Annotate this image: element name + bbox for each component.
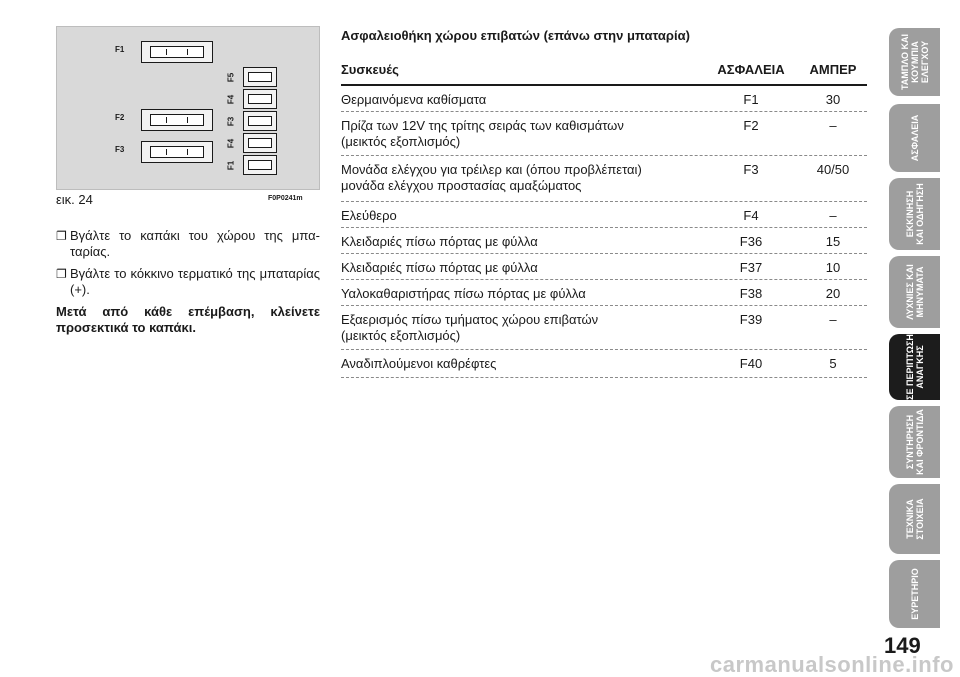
- fuse-f4a-diagram: [243, 89, 277, 109]
- device-cell: [341, 118, 711, 150]
- table-row: [341, 112, 867, 156]
- section-tab-line: ΤΕΧΝΙΚΑ: [904, 499, 915, 539]
- table-row: [341, 306, 867, 350]
- figure-caption: εικ. 24: [56, 192, 93, 207]
- table-title: Ασφαλειοθήκη χώρου επιβατών (επάνω στην μπαταρία): [341, 28, 690, 43]
- fuse-box-figure: [56, 26, 320, 190]
- table-row: [341, 350, 867, 378]
- fuse-table: [341, 58, 867, 378]
- section-tab-line: ΜΗΝΥΜΑΤΑ: [914, 266, 925, 318]
- section-tab-line: ΕΚΚΙΝΗΣΗ: [904, 190, 915, 238]
- watermark: carmanualsonline.info: [710, 652, 954, 677]
- section-tab[interactable]: [889, 28, 940, 96]
- device-cell: [341, 260, 711, 276]
- amp-cell: 15: [825, 234, 841, 249]
- fuse-cell: F36: [739, 234, 763, 249]
- fuse-label-f3: F3: [115, 145, 125, 154]
- section-tab-label: [900, 34, 930, 90]
- amp-cell: 20: [825, 286, 841, 301]
- section-tab[interactable]: [889, 256, 940, 328]
- device-line: Πρίζα των 12V της τρίτης σειράς των καθισμάτων: [341, 118, 624, 133]
- amp-cell: 10: [825, 260, 841, 275]
- fuse-cell: F37: [739, 260, 763, 275]
- table-row: [341, 86, 867, 112]
- amp-cell: 30: [825, 92, 841, 107]
- header-device: Συσκευές: [341, 62, 399, 77]
- device-cell: [341, 356, 711, 372]
- section-tab-label: [905, 498, 925, 539]
- device-line: Εξαερισμός πίσω τμήματος χώρου επιβατών: [341, 312, 599, 327]
- section-tab-line: ΣΕ ΠΕΡΙΠΤΩΣΗ: [904, 334, 915, 400]
- section-tab-line: ΚΟΥΜΠΙΑ: [909, 41, 920, 83]
- fuse-cell: F4: [743, 208, 759, 223]
- fuse-f3v-diagram: [243, 111, 277, 131]
- section-tab-line: ΕΥΡΕΤΗΡΙΟ: [909, 568, 920, 620]
- device-line: Ελεύθερο: [341, 208, 397, 223]
- device-line: Μονάδα ελέγχου για τρέιλερ και (όπου προβλέπεται): [341, 162, 642, 177]
- vlabel-f1: F1: [226, 160, 236, 171]
- section-tab[interactable]: [889, 484, 940, 554]
- section-tab-label: [910, 115, 920, 162]
- table-body: [341, 86, 867, 378]
- fuse-f2-diagram: [141, 109, 213, 131]
- vlabel-f3: F3: [226, 116, 236, 127]
- device-line: (μεικτός εξοπλισμός): [341, 328, 461, 343]
- section-tab[interactable]: [889, 406, 940, 478]
- fuse-label-f1: F1: [115, 45, 125, 54]
- section-tab-line: ΛΥΧΝΙΕΣ ΚΑΙ: [904, 264, 915, 320]
- device-cell: [341, 286, 711, 302]
- section-tab-line: ΑΣΦΑΛΕΙΑ: [909, 114, 920, 162]
- instruction-note: Μετά από κάθε επέμβαση, κλείνετε προσεκτικά το καπάκι.: [56, 304, 320, 335]
- vlabel-f4b: F4: [226, 138, 236, 149]
- fuse-f1-diagram: [141, 41, 213, 63]
- instruction-item: [56, 266, 320, 298]
- fuse-f5-diagram: [243, 67, 277, 87]
- fuse-cell: F2: [743, 118, 759, 133]
- instructions: [56, 228, 320, 336]
- device-line: Αναδιπλούμενοι καθρέφτες: [341, 356, 497, 371]
- fuse-label-f2: F2: [115, 113, 125, 122]
- device-line: Υαλοκαθαριστήρας πίσω πόρτας με φύλλα: [341, 286, 586, 301]
- section-tab-label: [905, 409, 925, 475]
- instruction-text: Βγάλτε το καπάκι του χώρου της μπα-ταρίας.: [70, 228, 320, 259]
- fuse-f1v-diagram: [243, 155, 277, 175]
- section-tab-line: ΕΛΕΓΧΟΥ: [919, 40, 930, 84]
- section-tab-label: [905, 334, 925, 400]
- fuse-f4b-diagram: [243, 133, 277, 153]
- header-fuse: ΑΣΦΑΛΕΙΑ: [717, 62, 785, 77]
- vlabel-f4a: F4: [226, 94, 236, 105]
- fuse-cell: F40: [739, 356, 763, 371]
- section-tab[interactable]: [889, 178, 940, 250]
- section-tab-line: ΚΑΙ ΟΔΗΓΗΣΗ: [914, 183, 925, 245]
- fuse-f3-diagram: [141, 141, 213, 163]
- device-cell: [341, 92, 711, 108]
- fuse-cell: F1: [743, 92, 759, 107]
- section-tab-line: ΣΥΝΤΗΡΗΣΗ: [904, 414, 915, 470]
- amp-cell: 40/50: [816, 162, 850, 177]
- device-cell: [341, 162, 711, 194]
- device-line: Θερμαινόμενα καθίσματα: [341, 92, 487, 107]
- device-line: Κλειδαριές πίσω πόρτας με φύλλα: [341, 260, 538, 275]
- device-cell: [341, 312, 711, 344]
- checkbox-icon: ❐: [56, 229, 67, 243]
- table-row: [341, 228, 867, 254]
- device-line: (μεικτός εξοπλισμός): [341, 134, 461, 149]
- table-row: [341, 280, 867, 306]
- instruction-item: [56, 228, 320, 260]
- section-tab-line: ΚΑΙ ΦΡΟΝΤΙΔΑ: [914, 409, 925, 475]
- section-tab[interactable]: [889, 560, 940, 628]
- amp-cell: 5: [829, 356, 837, 371]
- fuse-cell: F38: [739, 286, 763, 301]
- section-tab-line: ΑΝΑΓΚΗΣ: [914, 345, 925, 389]
- vlabel-f5: F5: [226, 72, 236, 83]
- checkbox-icon: ❐: [56, 267, 67, 281]
- table-header: [341, 58, 867, 86]
- section-tab-label: [905, 183, 925, 245]
- section-tab-label: [905, 264, 925, 320]
- device-cell: [341, 234, 711, 250]
- section-tab-line: ΤΑΜΠΛΟ ΚΑΙ: [899, 33, 910, 91]
- section-tab-line: ΣΤΟΙΧΕΙΑ: [914, 498, 925, 540]
- amp-cell: –: [829, 118, 837, 133]
- device-line: μονάδα ελέγχου προστασίας αμαξώματος: [341, 178, 582, 193]
- table-row: [341, 156, 867, 202]
- section-tab[interactable]: [889, 334, 940, 400]
- table-row: [341, 202, 867, 228]
- fuse-cell: F3: [743, 162, 759, 177]
- section-tab[interactable]: [889, 104, 940, 172]
- amp-cell: –: [829, 208, 837, 223]
- page-number: 149: [884, 633, 921, 658]
- fuse-cell: F39: [739, 312, 763, 327]
- amp-cell: –: [829, 312, 837, 327]
- device-cell: [341, 208, 711, 224]
- section-tab-label: [910, 568, 920, 620]
- header-amp: ΑΜΠΕΡ: [809, 62, 857, 77]
- table-row: [341, 254, 867, 280]
- device-line: Κλειδαριές πίσω πόρτας με φύλλα: [341, 234, 538, 249]
- instruction-text: Βγάλτε το κόκκινο τερματικό της μπαταρίας (+).: [70, 266, 320, 297]
- figure-code: F0P0241m: [268, 195, 303, 202]
